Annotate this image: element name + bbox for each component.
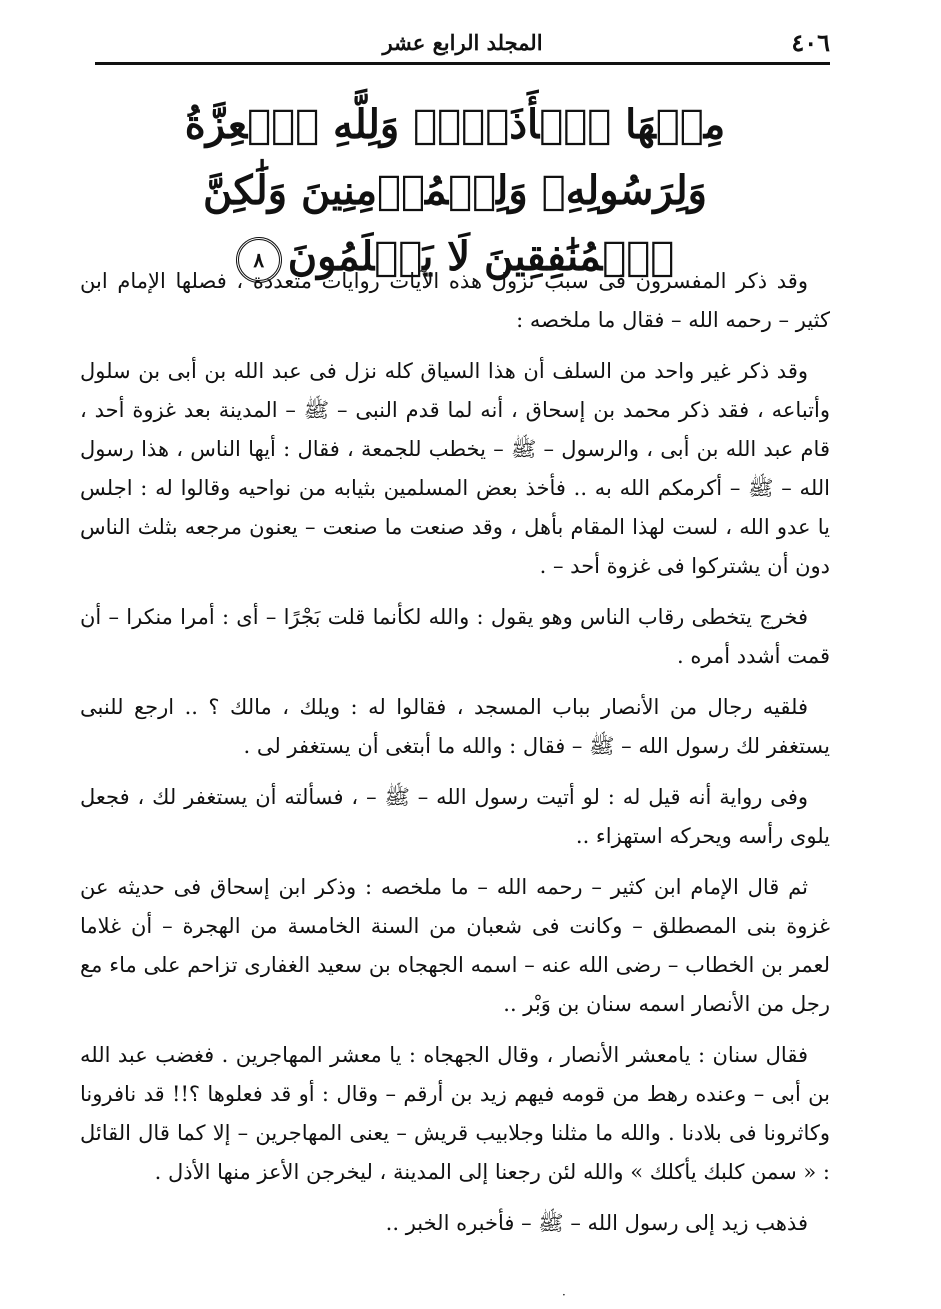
paragraph: فذهب زيد إلى رسول الله – ﷺ – فأخبره الخبر .. <box>385 1211 808 1235</box>
verse-number-marker: ٨ <box>236 237 282 283</box>
paragraph: وقد ذكر المفسرون فى سبب نزول هذه الآيات روايات متعددة ، فصلها الإمام ابن كثير – رحمه الله – فقال ما ملخصه : <box>80 269 830 332</box>
page-number: ٤٠٦ <box>791 28 830 57</box>
quran-verse <box>150 92 760 290</box>
paragraph: ثم قال الإمام ابن كثير – رحمه الله – ما ملخصه : وذكر ابن إسحاق فى حديثه عن غزوة بنى المصطلق – وكانت فى شعبان من السنة الخامسة من الهجرة – أن غلاما لعمر بن الخطاب – رضى الله عنه – اسمه الجهجاه بن سعيد الغفارى تزاحم على ماء مع رجل من الأنصار اسمه سنان بن وَبْر .. <box>80 875 830 1016</box>
paragraph: فخرج يتخطى رقاب الناس وهو يقول : والله لكأنما قلت بَجْرًا – أى : أمرا منكرا – أن قمت أشدد أمره . <box>80 605 830 668</box>
verse-line-2-text: ٱلۡمُنَٰفِقِينَ لَا يَعۡلَمُونَ <box>287 233 675 280</box>
paragraph: وفى رواية أنه قيل له : لو أتيت رسول الله – ﷺ – ، فسألته أن يستغفر لك ، فجعل يلوى رأسه ويحركه استهزاء .. <box>80 785 830 848</box>
page-header <box>95 22 830 65</box>
paragraph: وقد ذكر غير واحد من السلف أن هذا السياق كله نزل فى عبد الله بن أبى بن سلول وأتباعه ، فقد ذكر محمد بن إسحاق ، أنه لما قدم النبى – ﷺ – المدينة بعد غزوة أحد ، قام عبد الله بن أبى ، والرسول – ﷺ – يخطب للجمعة ، فقال : أيها الناس ، هذا رسول الله – ﷺ – أكرمكم الله به .. فأخذ بعض المسلمين بثيابه من نواحيه وقالوا له : اجلس يا عدو الله ، لست لهذا المقام بأهل ، وقد صنعت ما صنعت – يعنون مرجعه بثلث الناس دون أن يشتركوا فى غزوة أحد – . <box>80 359 830 578</box>
paragraph: فلقيه رجال من الأنصار بباب المسجد ، فقالوا له : ويلك ، مالك ؟ .. ارجع للنبى يستغفر لك رسول الله – ﷺ – فقال : والله ما أبتغى أن يستغفر لى . <box>80 695 830 758</box>
commentary-body <box>80 262 830 1243</box>
paragraph: فقال سنان : يامعشر الأنصار ، وقال الجهجاه : يا معشر المهاجرين . فغضب عبد الله بن أبى – وعنده رهط من قومه فيهم زيد بن أرقم – وقال : أو قد فعلوها ؟!! قد نافرونا وكاثرونا فى بلادنا . والله ما مثلنا وجلابيب قريش – يعنى المهاجرين – إلا كما قال القائل : « سمن كلبك يأكلك » والله لئن رجعنا إلى المدينة ، ليخرجن الأعز منها الأذل . <box>80 1043 830 1184</box>
scan-speck: · <box>562 1288 566 1302</box>
running-title: المجلد الرابع عشر <box>382 30 543 55</box>
verse-line-1: مِنۡهَا ٱلۡأَذَلَّۚ وَلِلَّهِ ٱلۡعِزَّةُ وَلِرَسُولِهِۦ وَلِلۡمُؤۡمِنِينَ وَلَٰكِنَّ <box>184 101 726 214</box>
